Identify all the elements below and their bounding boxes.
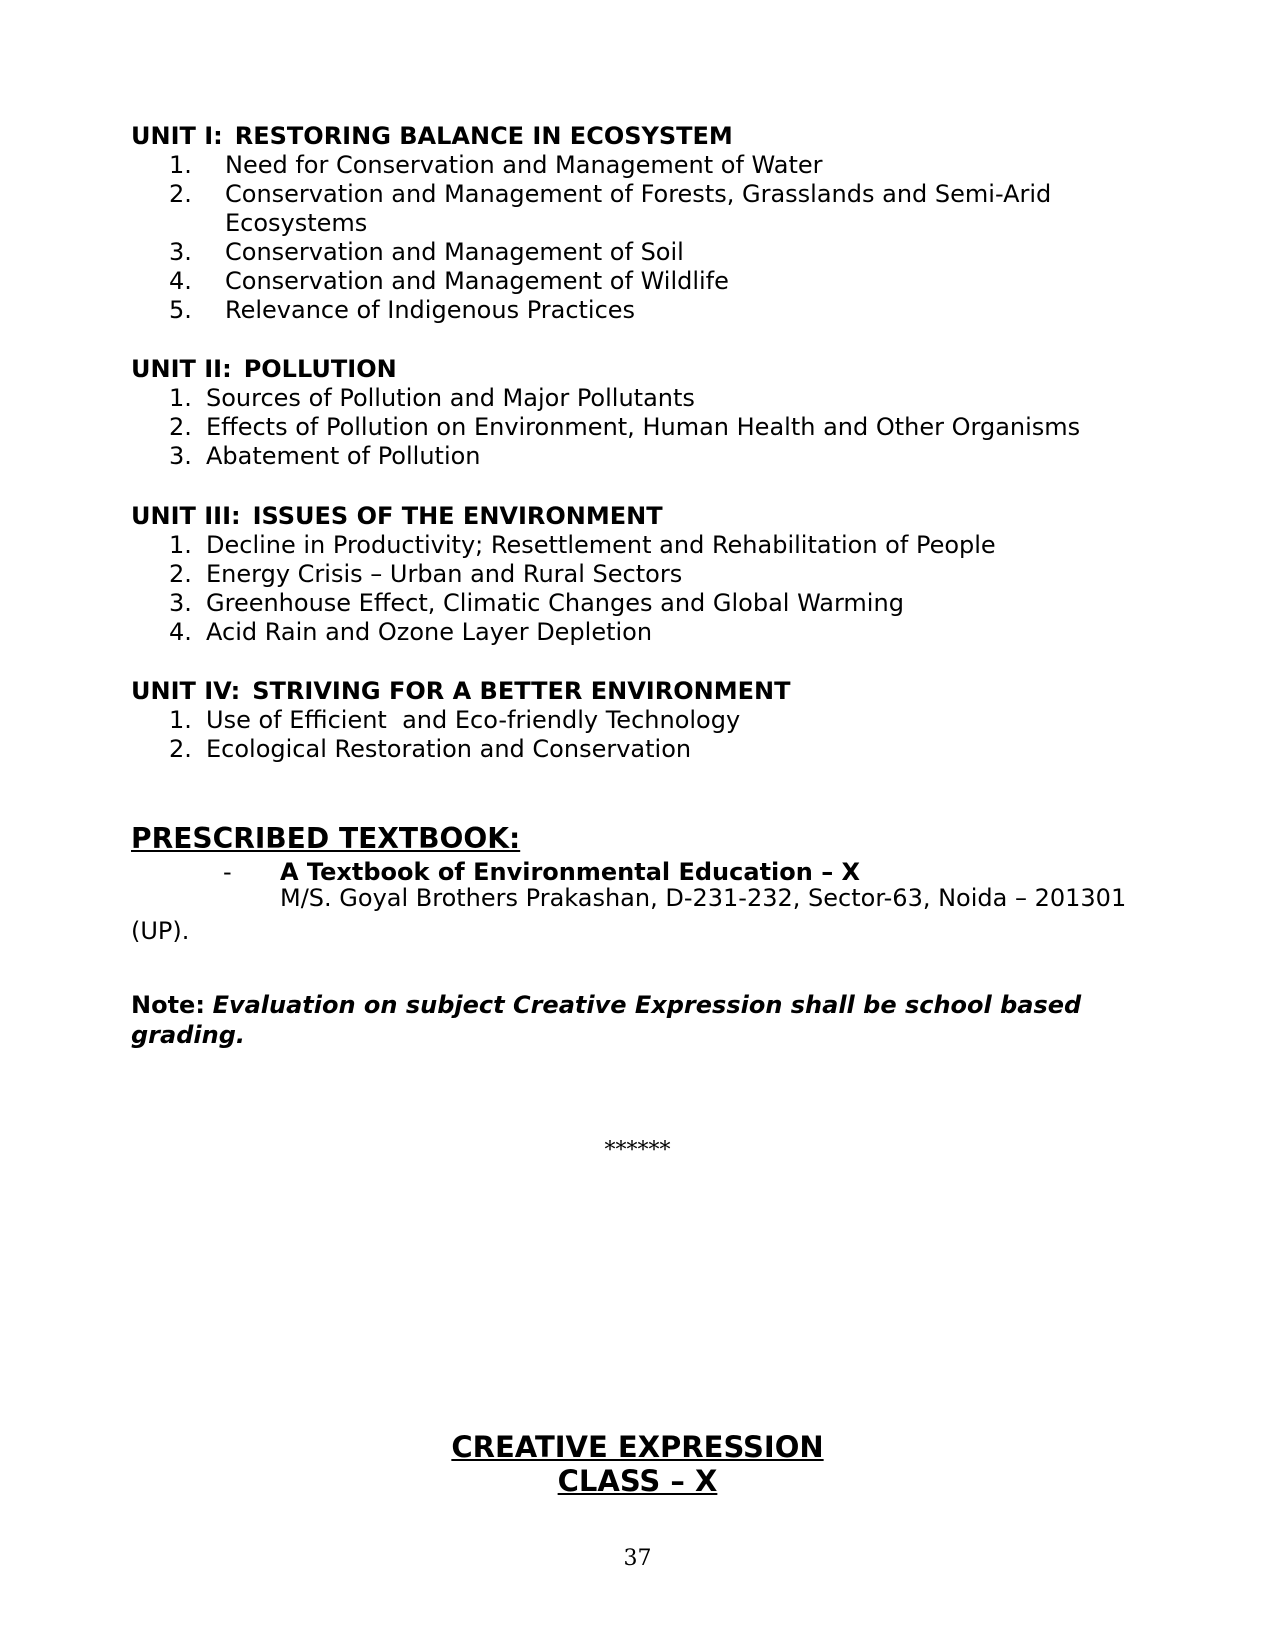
item-number: 3. <box>169 589 192 617</box>
unit-2-heading <box>131 355 1151 384</box>
next-section-title: CREATIVE EXPRESSION <box>451 1430 824 1464</box>
list-item <box>131 413 1151 442</box>
item-text: Conservation and Management of Forests, Grasslands and Semi-Arid Ecosystems <box>225 180 1052 237</box>
textbook-section <box>131 824 1151 948</box>
item-text: Abatement of Pollution <box>206 442 481 470</box>
next-section-heading <box>0 1430 1275 1498</box>
textbook-publisher: M/S. Goyal Brothers Prakashan, D-231-232, Sector-63, Noida – 201301 (UP). <box>131 884 1127 945</box>
item-number: 2. <box>169 180 192 208</box>
unit-2-label: UNIT II: <box>131 355 232 383</box>
item-text: Effects of Pollution on Environment, Human Health and Other Organisms <box>206 413 1081 441</box>
item-text: Sources of Pollution and Major Pollutants <box>206 384 695 412</box>
next-section-subtitle: CLASS – X <box>557 1464 718 1498</box>
unit-4-section <box>131 677 1151 764</box>
list-item <box>131 706 1151 735</box>
item-number: 5. <box>169 296 192 324</box>
item-number: 3. <box>169 238 192 266</box>
item-number: 2. <box>169 735 192 763</box>
unit-4-label: UNIT IV: <box>131 677 241 705</box>
section-separator: ****** <box>604 1138 671 1163</box>
list-item <box>131 531 1151 560</box>
list-item <box>131 267 1151 296</box>
page-number: 37 <box>623 1546 652 1571</box>
list-item <box>131 735 1151 764</box>
unit-4-heading <box>131 677 1151 706</box>
unit-1-section <box>131 122 1151 325</box>
unit-4-list <box>131 706 1151 764</box>
item-number: 3. <box>169 442 192 470</box>
list-item <box>131 589 1151 618</box>
textbook-heading: PRESCRIBED TEXTBOOK: <box>131 822 521 855</box>
item-text: Energy Crisis – Urban and Rural Sectors <box>206 560 683 588</box>
item-number: 1. <box>169 706 192 734</box>
item-text: Conservation and Management of Wildlife <box>225 267 729 295</box>
item-text: Conservation and Management of Soil <box>225 238 684 266</box>
list-item <box>131 618 1151 647</box>
unit-1-label: UNIT I: <box>131 122 223 150</box>
unit-1-title: RESTORING BALANCE IN ECOSYSTEM <box>234 122 733 150</box>
list-item <box>131 560 1151 589</box>
item-text: Decline in Productivity; Resettlement and Rehabilitation of People <box>206 531 996 559</box>
item-text: Ecological Restoration and Conservation <box>206 735 692 763</box>
textbook-dash: - <box>223 858 232 886</box>
item-number: 2. <box>169 560 192 588</box>
item-number: 1. <box>169 384 192 412</box>
item-number: 1. <box>169 151 192 179</box>
list-item <box>131 296 1151 325</box>
list-item <box>131 384 1151 413</box>
item-number: 4. <box>169 267 192 295</box>
item-text: Need for Conservation and Management of Water <box>225 151 823 179</box>
list-item <box>131 151 1151 180</box>
textbook-title: A Textbook of Environmental Education – X <box>280 858 861 886</box>
item-number: 1. <box>169 531 192 559</box>
item-text: Acid Rain and Ozone Layer Depletion <box>206 618 653 646</box>
list-item <box>131 238 1151 267</box>
list-item <box>131 180 1151 238</box>
note-paragraph <box>131 990 1131 1050</box>
unit-3-label: UNIT III: <box>131 502 241 530</box>
unit-1-heading <box>131 122 1151 151</box>
unit-3-section <box>131 502 1151 647</box>
note-label: Note: <box>131 991 205 1019</box>
unit-2-section <box>131 355 1151 471</box>
item-text: Relevance of Indigenous Practices <box>225 296 636 324</box>
unit-2-title: POLLUTION <box>243 355 397 383</box>
item-number: 4. <box>169 618 192 646</box>
unit-2-list <box>131 384 1151 471</box>
item-text: Use of Efficient and Eco-friendly Technology <box>206 706 741 734</box>
list-item <box>131 442 1151 471</box>
item-text: Greenhouse Effect, Climatic Changes and Global Warming <box>206 589 904 617</box>
unit-3-heading <box>131 502 1151 531</box>
unit-3-list <box>131 531 1151 647</box>
unit-4-title: STRIVING FOR A BETTER ENVIRONMENT <box>252 677 791 705</box>
unit-3-title: ISSUES OF THE ENVIRONMENT <box>252 502 663 530</box>
note-text: Evaluation on subject Creative Expression shall be school based grading. <box>131 991 1082 1049</box>
item-number: 2. <box>169 413 192 441</box>
unit-1-list <box>131 151 1151 325</box>
